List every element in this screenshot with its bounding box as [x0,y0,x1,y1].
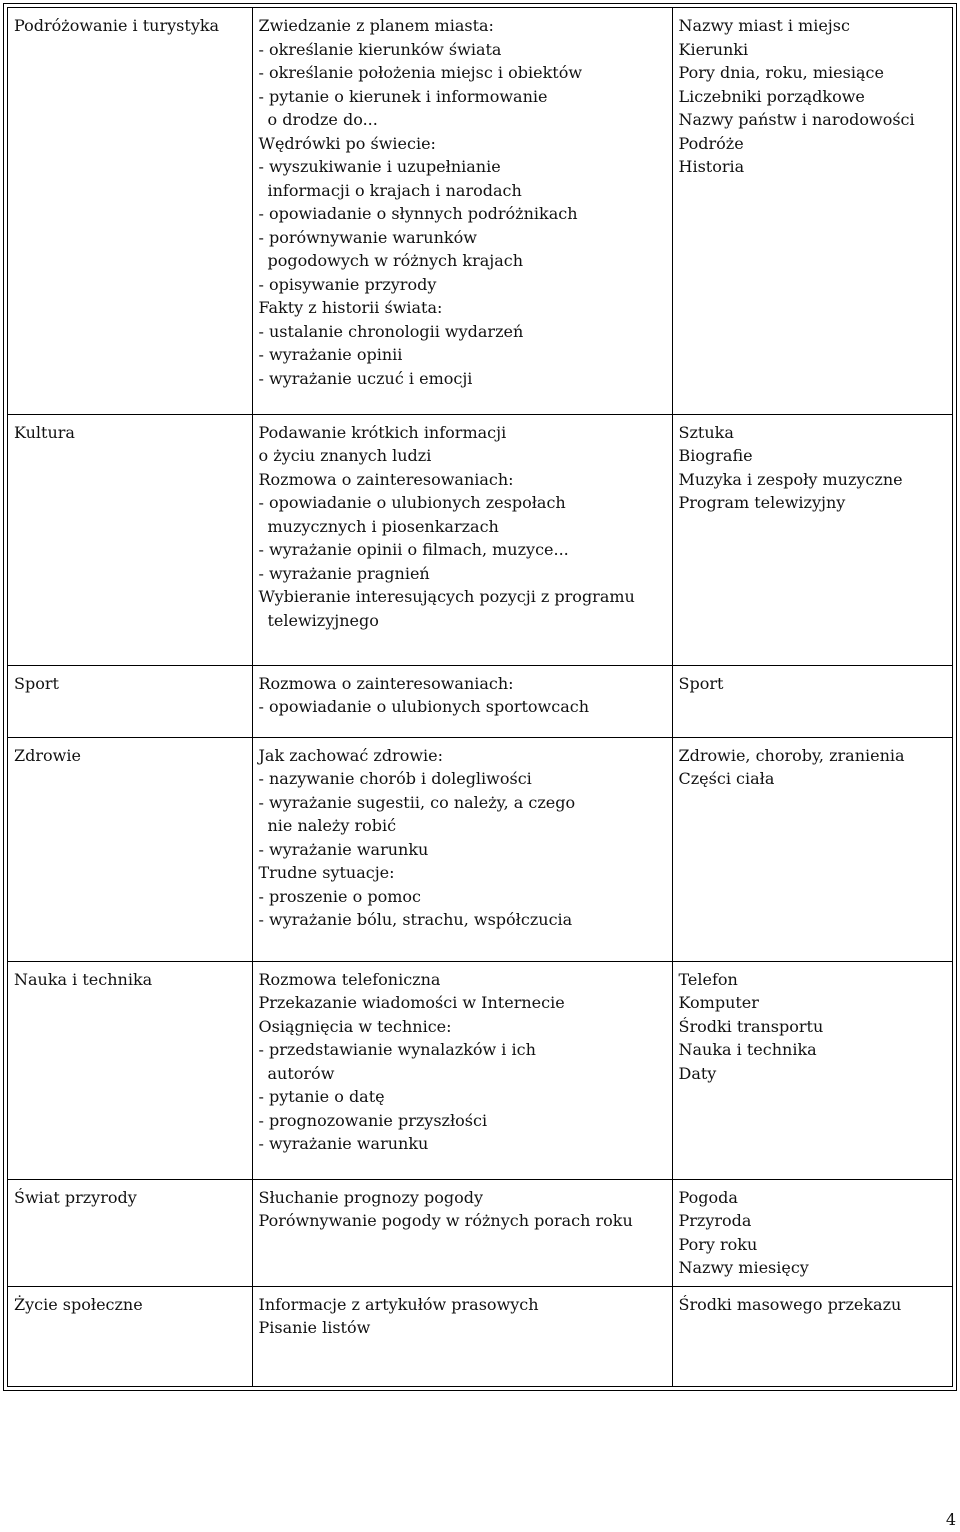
skill-line: autorów [267,1063,335,1083]
vocabulary-item: Pogoda [678,1187,738,1207]
vocabulary-item: Historia [678,157,745,176]
skill-line: - wyrażanie pragnień [258,563,430,583]
curriculum-table-frame [3,3,957,1391]
topic-cell [8,961,252,1179]
vocabulary-item: Pory dnia, roku, miesiące [678,63,884,82]
topic-label: Nauka i technika [14,969,153,989]
skill-line: nie należy robić [267,816,397,835]
vocabulary-item: Komputer [678,993,759,1012]
table-row [8,1286,952,1386]
skill-line: Porównywanie pogody w różnych porach roku [258,1211,633,1230]
vocabulary-item: Części ciała [678,769,775,788]
table-row [8,737,952,961]
topic-cell [8,414,252,665]
skill-line: - wyrażanie warunku [258,839,429,859]
skills-cell [252,737,672,961]
skills-cell [252,1286,672,1386]
vocabulary-item: Liczebniki porządkowe [678,86,865,106]
vocabulary-item: Zdrowie, choroby, zranienia [678,745,905,765]
skill-line: - pytanie o kierunek i informowanie [258,86,548,106]
skills-cell [252,414,672,665]
table-row [8,414,952,665]
skill-line: - nazywanie chorób i dolegliwości [258,769,532,788]
vocabulary-item: Sport [678,673,724,693]
vocabulary-item: Biografie [678,446,753,465]
skill-line: - określanie kierunków świata [258,39,502,59]
skill-line: - pytanie o datę [258,1087,385,1106]
topic-label: Zdrowie [14,745,81,765]
vocabulary-item: Środki transportu [678,1016,824,1036]
vocabulary-item: Telefon [678,969,738,989]
skill-line: - wyrażanie opinii [258,345,403,364]
topic-cell [8,737,252,961]
vocabulary-cell [672,961,952,1179]
skill-line: Przekazanie wiadomości w Internecie [258,993,565,1012]
curriculum-table [8,8,952,1386]
skill-line: pogodowych w różnych krajach [267,251,524,270]
vocabulary-item: Daty [678,1063,717,1083]
skill-line: Zwiedzanie z planem miasta: [258,16,494,35]
vocabulary-item: Sztuka [678,422,734,442]
vocabulary-item: Muzyka i zespoły muzyczne [678,469,903,489]
vocabulary-cell [672,665,952,737]
vocabulary-item: Środki masowego przekazu [678,1294,902,1314]
topic-label: Sport [14,673,59,693]
skill-line: muzycznych i piosenkarzach [267,516,499,536]
skill-line: - wyszukiwanie i uzupełnianie [258,157,501,176]
skill-line: - porównywanie warunków [258,227,477,247]
vocabulary-item: Kierunki [678,39,749,59]
skill-line: - określanie położenia miejsc i obiektów [258,63,583,82]
skill-line: Informacje z artykułów prasowych [258,1294,539,1314]
skill-line: - wyrażanie warunku [258,1134,429,1153]
page-number: 4 [945,1510,956,1529]
vocabulary-cell [672,414,952,665]
vocabulary-cell [672,1179,952,1286]
vocabulary-item: Nauka i technika [678,1040,817,1059]
skill-line: - opisywanie przyrody [258,274,437,294]
skill-line: - przedstawianie wynalazków i ich [258,1040,536,1059]
skill-line: Podawanie krótkich informacji [258,422,507,442]
skill-line: - proszenie o pomoc [258,886,421,906]
topic-cell [8,665,252,737]
skill-line: - ustalanie chronologii wydarzeń [258,321,524,341]
skill-line: Jak zachować zdrowie: [258,745,444,765]
skill-line: Rozmowa o zainteresowaniach: [258,673,514,693]
table-row [8,8,952,414]
skill-line: - wyrażanie sugestii, co należy, a czego [258,792,576,812]
skills-cell [252,961,672,1179]
skill-line: - wyrażanie bólu, strachu, współczucia [258,910,573,929]
skill-line: - opowiadanie o ulubionych zespołach [258,493,566,512]
topic-cell [8,1179,252,1286]
vocabulary-cell [672,737,952,961]
topic-cell [8,1286,252,1386]
skill-line: Wędrówki po świecie: [258,133,436,153]
skill-line: - opowiadanie o ulubionych sportowcach [258,697,589,716]
topic-label: Podróżowanie i turystyka [14,16,220,35]
skill-line: Wybieranie interesujących pozycji z programu [258,587,635,606]
skill-line: Rozmowa telefoniczna [258,969,441,989]
table-row [8,1179,952,1286]
skills-cell [252,8,672,414]
topic-label: Kultura [14,422,75,442]
vocabulary-item: Program telewizyjny [678,493,846,512]
topic-label: Świat przyrody [14,1187,137,1207]
topic-cell [8,8,252,414]
skill-line: Trudne sytuacje: [258,863,395,882]
skill-line: informacji o krajach i narodach [267,180,522,200]
vocabulary-item: Nazwy miast i miejsc [678,16,850,35]
skill-line: o drodze do... [267,110,378,129]
skill-line: Pisanie listów [258,1318,371,1337]
skill-line: Słuchanie prognozy pogody [258,1187,484,1207]
topic-label: Życie społeczne [14,1294,143,1314]
vocabulary-cell [672,1286,952,1386]
skill-line: - opowiadanie o słynnych podróżnikach [258,204,578,223]
skills-cell [252,1179,672,1286]
vocabulary-item: Pory roku [678,1234,758,1254]
vocabulary-cell [672,8,952,414]
skill-line: o życiu znanych ludzi [258,446,432,465]
vocabulary-item: Nazwy miesięcy [678,1258,809,1277]
skill-line: - wyrażanie opinii o filmach, muzyce... [258,540,569,559]
vocabulary-item: Przyroda [678,1211,752,1230]
vocabulary-item: Nazwy państw i narodowości [678,110,915,129]
vocabulary-item: Podróże [678,133,744,153]
skill-line: - wyrażanie uczuć i emocji [258,368,473,388]
skill-line: Rozmowa o zainteresowaniach: [258,469,514,489]
skill-line: Fakty z historii świata: [258,298,443,317]
skill-line: telewizyjnego [267,610,379,630]
skill-line: - prognozowanie przyszłości [258,1110,488,1130]
curriculum-table-inner-frame [7,7,953,1387]
skills-cell [252,665,672,737]
table-row [8,961,952,1179]
table-row [8,665,952,737]
skill-line: Osiągnięcia w technice: [258,1016,452,1036]
